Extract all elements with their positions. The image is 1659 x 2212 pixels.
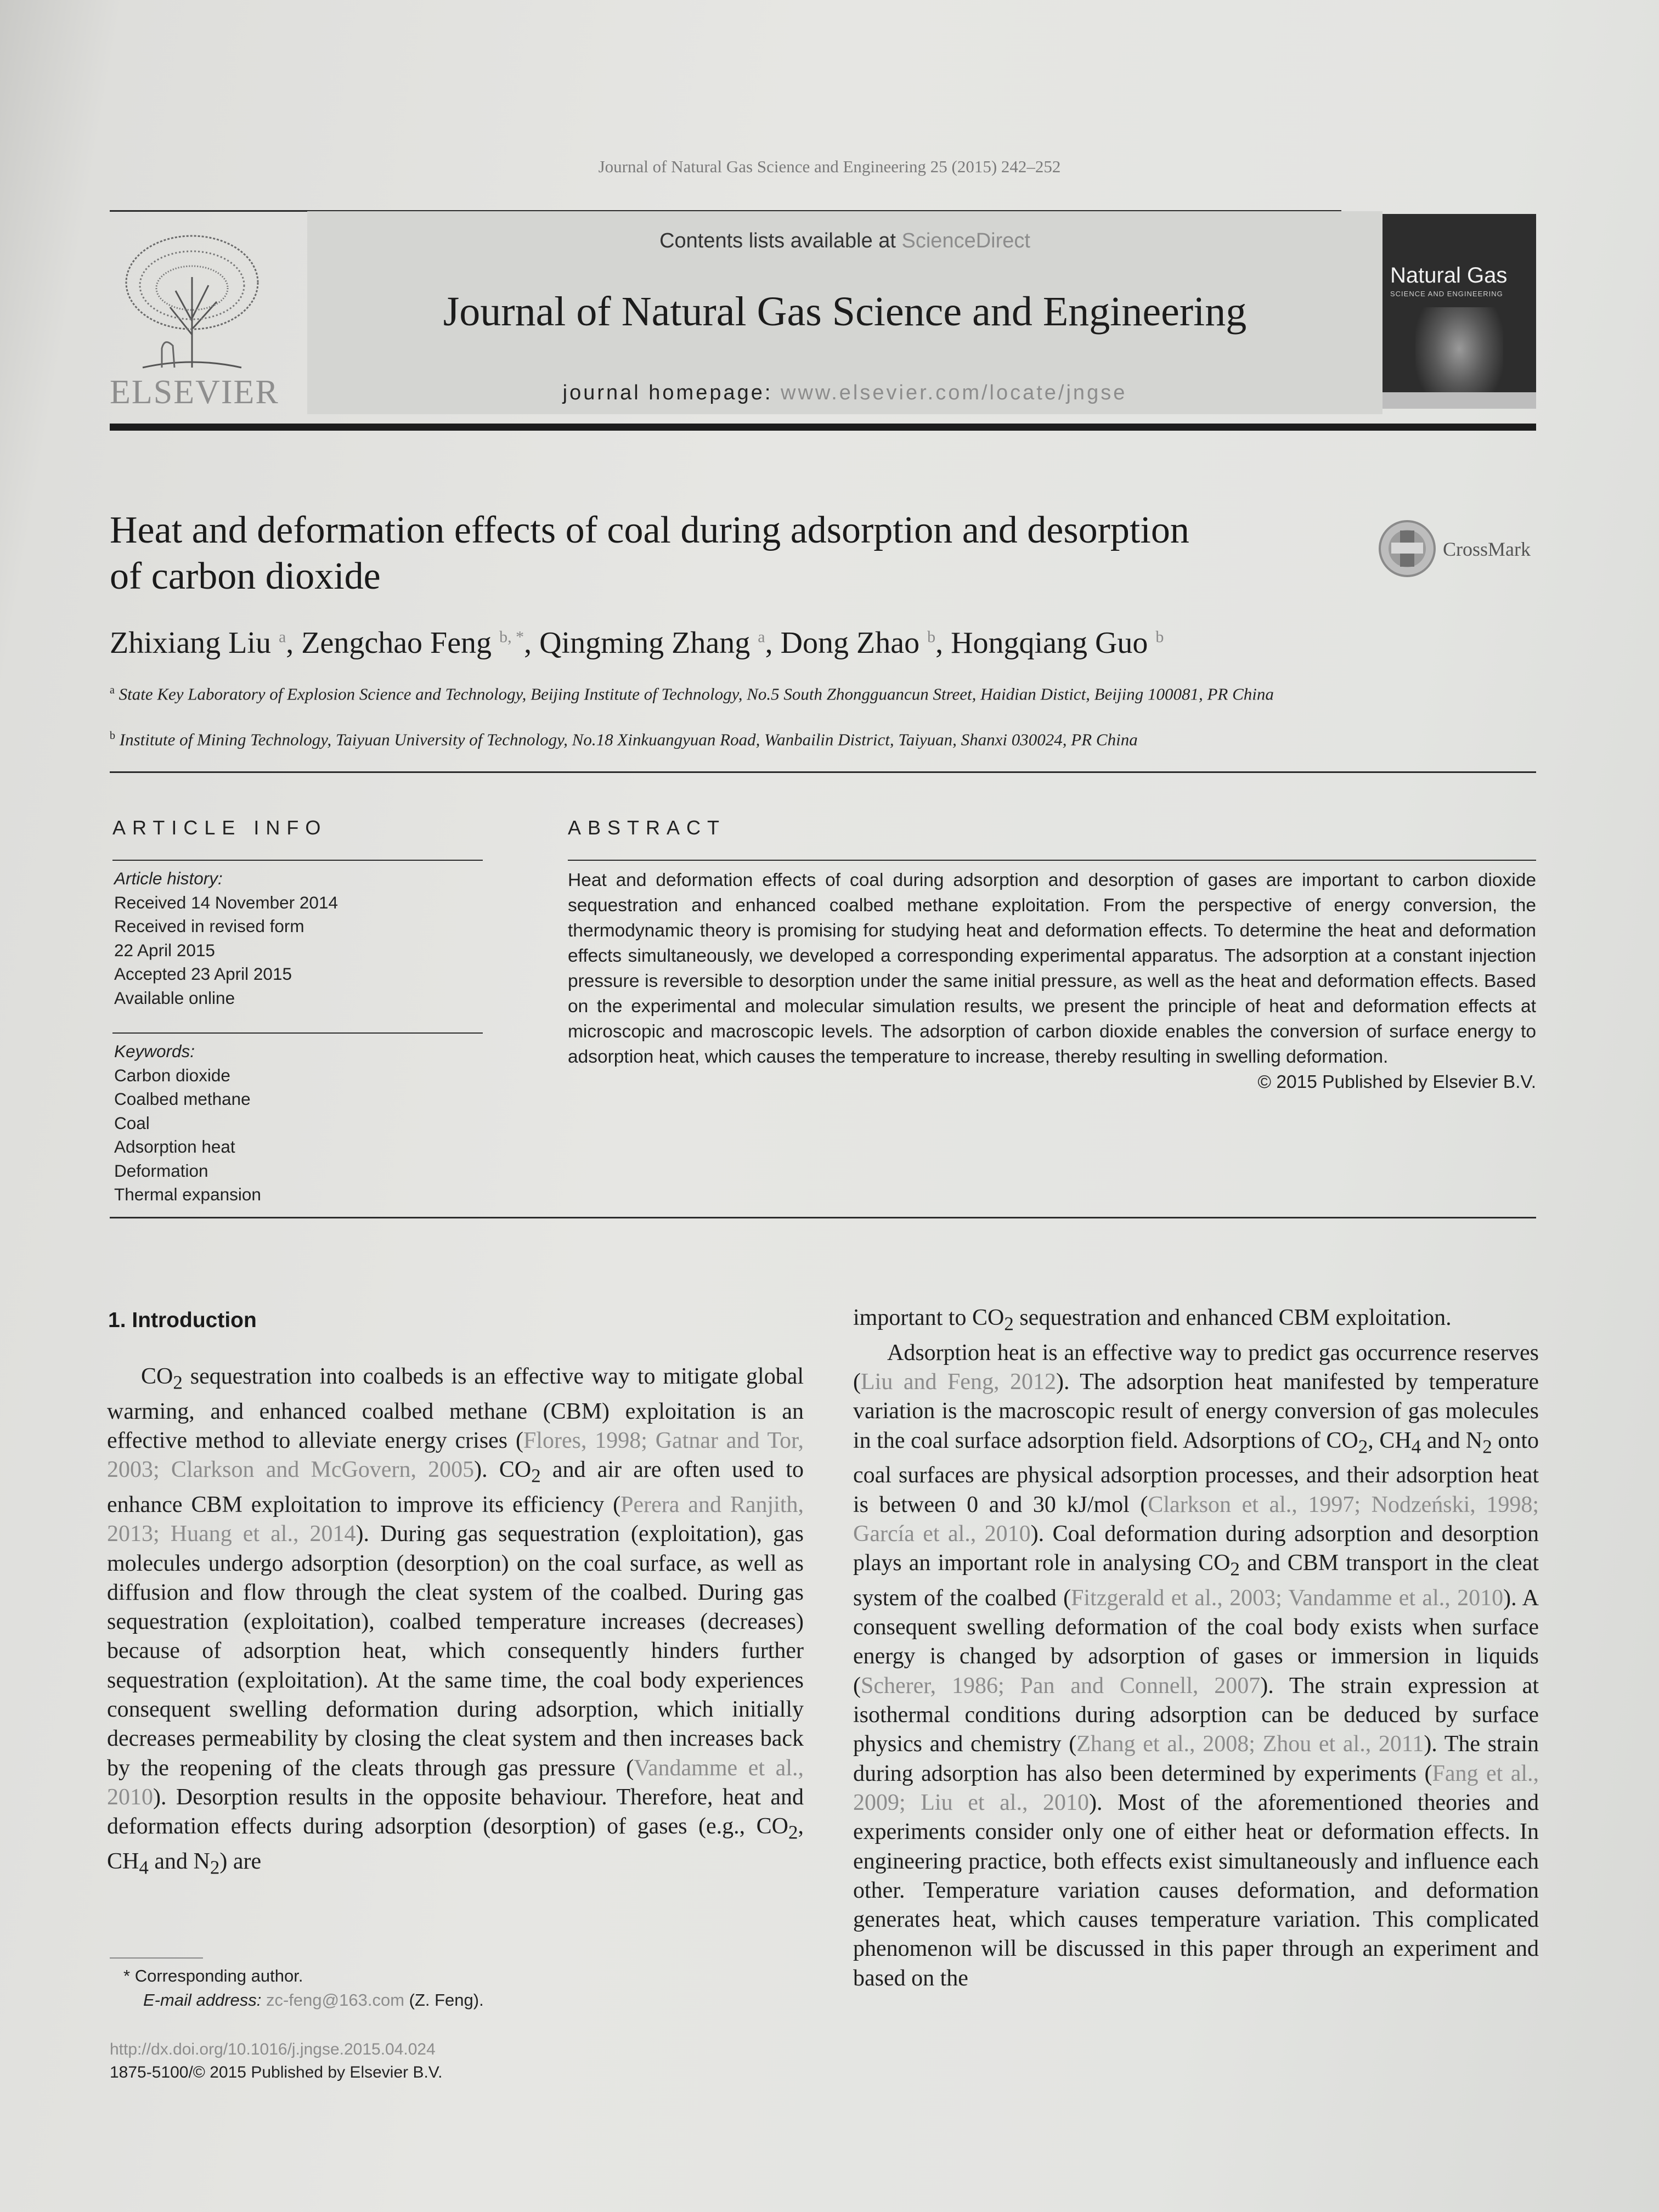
- keyword: Deformation: [114, 1160, 208, 1181]
- doi-link[interactable]: http://dx.doi.org/10.1016/j.jngse.2015.04.024: [110, 2040, 436, 2058]
- journal-title: Journal of Natural Gas Science and Engineering: [443, 289, 1247, 335]
- keyword: Coalbed methane: [114, 1089, 251, 1109]
- keyword: Adsorption heat: [114, 1137, 235, 1156]
- citation-link[interactable]: Vandamme et al., 2010: [107, 1755, 804, 1810]
- crossmark-label[interactable]: CrossMark: [1443, 538, 1531, 560]
- abstract-rule: [568, 860, 1536, 861]
- citation-link[interactable]: Perera and Ranjith, 2013; Huang et al., 2014: [107, 1492, 804, 1547]
- issn-line: 1875-5100/© 2015 Published by Elsevier B.V.: [110, 2063, 443, 2081]
- article-info-rule: [112, 860, 483, 861]
- author-name[interactable]: Zhixiang Liu: [110, 626, 271, 660]
- footnote-rule: [110, 1957, 203, 1959]
- history-item: Received in revised form: [114, 916, 304, 936]
- abstract-heading: ABSTRACT: [568, 816, 726, 839]
- author-name[interactable]: Qingming Zhang: [539, 626, 751, 660]
- homepage-prefix: journal homepage:: [562, 381, 781, 404]
- article-info-heading: ARTICLE INFO: [112, 816, 328, 839]
- keyword: Coal: [114, 1113, 150, 1133]
- author-name[interactable]: Dong Zhao: [780, 626, 920, 660]
- affiliation-a: [110, 679, 1339, 706]
- sciencedirect-link[interactable]: ScienceDirect: [901, 229, 1030, 252]
- affiliation-b: [110, 724, 1339, 751]
- citation-link[interactable]: Fang et al., 2009; Liu et al., 2010: [853, 1760, 1539, 1815]
- contents-line: [307, 229, 1383, 253]
- title-line-2: of carbon dioxide: [110, 555, 381, 597]
- authors-line: Zhixiang Liu $^a$, Zengchao Feng $^{b, *}$, Qingming Zhang $^a$, Dong Zhao $^b$, Hongqiang Guo $^b$: [110, 626, 1164, 660]
- contents-prefix: Contents lists available at: [659, 229, 902, 252]
- history-item: Accepted 23 April 2015: [114, 964, 292, 984]
- footnote: [123, 1964, 484, 2012]
- affiliation-text: State Key Laboratory of Explosion Science and Technology, Beijing Institute of Technology, No.5 South Zhongguancun Street, Haidian Distict, Beijing 100081, PR China: [119, 684, 1274, 704]
- elsevier-logo-text: ELSEVIER: [110, 374, 279, 411]
- author-affiliation-mark: b: [927, 628, 936, 646]
- abstract-copyright: © 2015 Published by Elsevier B.V.: [1257, 1072, 1536, 1092]
- running-head: Journal of Natural Gas Science and Engineering 25 (2015) 242–252: [598, 157, 1061, 176]
- footnote-mark: *: [123, 1966, 131, 1985]
- keyword: Carbon dioxide: [114, 1065, 230, 1085]
- cover-strip: [1383, 392, 1536, 409]
- email-name: (Z. Feng).: [404, 1990, 484, 2010]
- affiliation-text: Institute of Mining Technology, Taiyuan University of Technology, No.18 Xinkuangyuan Road, Wanbailin District, Taiyuan, Shanxi 030024, PR China: [119, 730, 1138, 749]
- intro-paragraph-2: Adsorption heat is an effective way to predict gas occurrence reserves (Liu and Feng, 2012). The adsorption heat manifested by temperature variation is the macroscopic result of energy conversion of gas molecules in the coal surface adsorption field. Adsorptions of $CO_2$, $CH_4$ and $N_2$ onto coal surfaces are physical adsorption processes, and their adsorption heat is between 0 and 30 kJ/mol (Clarkson et al., 1997; Nodzeński, 1998; García et al., 2010). Coal deformation during adsorption and desorption plays an important role in analysing $CO_2$ and CBM transport in the cleat system of the coalbed (Fitzgerald et al., 2003; Vandamme et al., 2010). A consequent swelling deformation of the coal body exists when surface energy is changed by adsorption of gases or immersion in liquids (Scherer, 1986; Pan and Connell, 2007). The strain expression at isothermal conditions during adsorption can be deduced by surface physics and chemistry (Zhang et al., 2008; Zhou et al., 2011). The strain during adsorption has also been determined by experiments (Fang et al., 2009; Liu et al., 2010). Most of the aforementioned theories and experiments consider only one of either heat or deformation effects. In engineering practice, both effects exist simultaneously and influence each other. Temperature variation causes deformation, and deformation generates heat, which causes temperature variation. This complicated phenomenon will be discussed in this paper through an experiment and based on the: [853, 1340, 1539, 1991]
- email-link[interactable]: zc-feng@163.com: [266, 1990, 405, 2010]
- citation-link[interactable]: Fitzgerald et al., 2003; Vandamme et al., 2010: [1071, 1585, 1504, 1611]
- affiliation-divider: [110, 771, 1536, 773]
- keywords-rule: [112, 1032, 483, 1034]
- article-title: [110, 507, 1372, 600]
- abstract-text: Heat and deformation effects of coal during adsorption and desorption of gases are important to carbon dioxide sequestration and enhanced coalbed methane exploitation. From the perspective of energy conversion, the thermodynamic theory is promising for studying heat and deformation effects. To determine the heat and deformation effects simultaneously, we developed a corresponding experimental apparatus. The adsorption at a constant injection pressure is reversible to desorption under the same initial pressure, as well as the heat and deformation effects. Based on the experimental and molecular simulation results, we present the principle of heat and deformation effects at microscopic and macroscopic levels. The adsorption of carbon dioxide enables the conversion of surface energy to adsorption heat, which causes the temperature to increase, thereby resulting in swelling deformation.: [568, 870, 1536, 1067]
- homepage-line: [307, 381, 1383, 405]
- left-column: [107, 1362, 804, 1882]
- article-history: [114, 867, 338, 1010]
- crossmark-icon[interactable]: [1377, 518, 1437, 579]
- journal-cover: [1383, 214, 1536, 409]
- author-name[interactable]: Zengchao Feng: [301, 626, 492, 660]
- cover-subtitle: SCIENCE AND ENGINEERING: [1390, 290, 1503, 298]
- introduction-heading: 1. Introduction: [108, 1308, 257, 1332]
- email-label: E-mail address:: [143, 1990, 262, 2010]
- article-history-label: Article history:: [114, 868, 223, 888]
- affiliation-mark: a: [110, 684, 115, 696]
- author-affiliation-mark: b, *: [499, 628, 524, 646]
- history-item: Available online: [114, 988, 235, 1008]
- author-name[interactable]: Hongqiang Guo: [951, 626, 1148, 660]
- history-item: 22 April 2015: [114, 940, 215, 960]
- citation-link[interactable]: Scherer, 1986; Pan and Connell, 2007: [861, 1673, 1261, 1699]
- doi-block: [110, 2038, 442, 2084]
- homepage-link[interactable]: www.elsevier.com/locate/jngse: [781, 381, 1127, 404]
- affiliation-mark: b: [110, 730, 115, 742]
- title-line-1: Heat and deformation effects of coal during adsorption and desorption: [110, 509, 1189, 551]
- email-line: [123, 1988, 484, 2012]
- intro-paragraph-1: $CO_2$ sequestration into coalbeds is an effective way to mitigate global warming, and enhanced coalbed methane (CBM) exploitation is an effective method to alleviate energy crises (Flores, 1998; Gatnar and Tor, 2003; Clarkson and McGovern, 2005). $CO_2$ and air are often used to enhance CBM exploitation to improve its efficiency (Perera and Ranjith, 2013; Huang et al., 2014). During gas sequestration (exploitation), gas molecules undergo adsorption (desorption) on the coal surface, as well as diffusion and flow through the cleat system of the coalbed. During gas sequestration (exploitation), coalbed temperature increases (decreases) because of adsorption heat, which consequently hinders further sequestration (exploitation). At the same time, the coal body experiences consequent swelling deformation during adsorption, which initially decreases permeability by closing the cleat system and then increases back by the reopening of the cleats through gas pressure (Vandamme et al., 2010). Desorption results in the opposite behaviour. Therefore, heat and deformation effects during adsorption (desorption) of gases (e.g., $CO_2$, $CH_4$ and $N_2$) are: [107, 1364, 804, 1878]
- author-affiliation-mark: b: [1155, 628, 1164, 646]
- keywords: [114, 1040, 261, 1207]
- cover-title: Natural Gas: [1390, 263, 1508, 287]
- keywords-label: Keywords:: [114, 1041, 195, 1061]
- keyword: Thermal expansion: [114, 1184, 261, 1204]
- history-item: Received 14 November 2014: [114, 892, 338, 912]
- citation-link[interactable]: Zhang et al., 2008; Zhou et al., 2011: [1076, 1731, 1424, 1757]
- abstract-body: [568, 868, 1536, 1095]
- author-affiliation-mark: a: [758, 628, 765, 646]
- corresponding-author: * Corresponding author.: [123, 1966, 303, 1985]
- header-rule-bottom: [110, 424, 1536, 431]
- abstract-divider: [110, 1217, 1536, 1218]
- citation-link[interactable]: Liu and Feng, 2012: [861, 1369, 1056, 1395]
- citation-link[interactable]: Clarkson et al., 1997; Nodzeński, 1998; García et al., 2010: [853, 1492, 1539, 1547]
- right-column: [853, 1304, 1539, 1993]
- intro-paragraph-continued: important to $CO_2$ sequestration and enhanced CBM exploitation.: [853, 1305, 1452, 1335]
- citation-link[interactable]: Flores, 1998; Gatnar and Tor, 2003; Clarkson and McGovern, 2005: [107, 1427, 804, 1483]
- author-affiliation-mark: a: [278, 628, 286, 646]
